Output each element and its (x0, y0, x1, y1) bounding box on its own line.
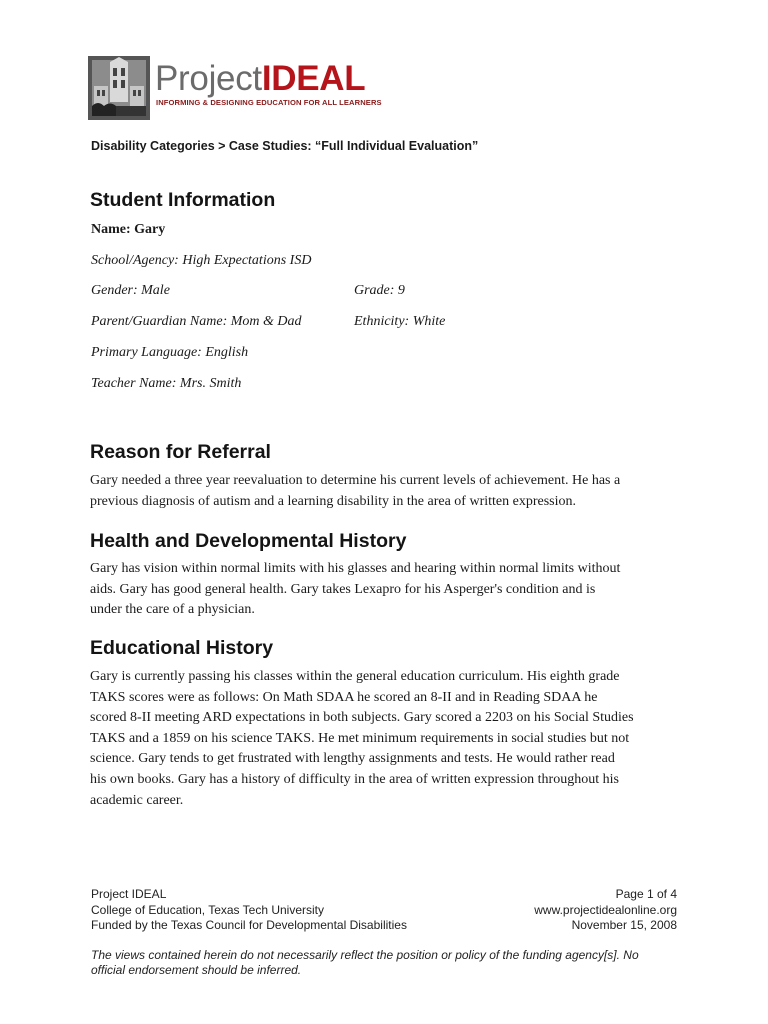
health-line: Gary has vision within normal limits with his glasses and hearing within normal limits without (90, 561, 621, 576)
disclaimer-line: official endorsement should be inferred. (91, 963, 302, 977)
referral-line: Gary needed a three year reevaluation to determine his current levels of achievement. He has a (90, 473, 621, 488)
referral-paragraph (90, 471, 690, 512)
education-line: TAKS scores were as follows: On Math SDAA he scored an 8-II and in Reading SDAA he (90, 689, 598, 705)
student-school: School/Agency: High Expectations ISD (91, 253, 312, 268)
health-line: under the care of a physician. (90, 602, 255, 618)
logo-title (155, 60, 365, 98)
disclaimer-line: The views contained herein do not necessarily reflect the position or policy of the funding agency[s]. No (91, 948, 639, 962)
student-parent: Parent/Guardian Name: Mom & Dad (91, 314, 302, 329)
student-ethnicity: Ethnicity: White (354, 314, 446, 329)
footer-funding: Funded by the Texas Council for Developmental Disabilities (91, 918, 407, 932)
referral-line: previous diagnosis of autism and a learning disability in the area of written expression. (90, 493, 576, 509)
logo-title-project: Project (155, 59, 262, 98)
student-info-heading: Student Information (90, 189, 276, 211)
education-line: his own books. Gary has a history of difficulty in the area of written expression throughout his (90, 771, 619, 787)
education-paragraph (90, 667, 690, 811)
logo-tagline: INFORMING & DESIGNING EDUCATION FOR ALL LEARNERS (156, 98, 382, 107)
student-grade: Grade: 9 (354, 283, 405, 298)
page-number: Page 1 of 4 (615, 887, 677, 901)
student-gender: Gender: Male (91, 283, 170, 298)
student-teacher: Teacher Name: Mrs. Smith (91, 376, 242, 391)
footer-project: Project IDEAL (91, 887, 167, 901)
health-line: aids. Gary has good general health. Gary takes Lexapro for his Asperger's condition and is (90, 581, 596, 597)
logo-tower-icon (88, 56, 150, 120)
footer-college: College of Education, Texas Tech University (91, 902, 325, 917)
education-line: academic career. (90, 792, 184, 808)
footer-right (534, 887, 677, 934)
health-paragraph (90, 559, 690, 621)
health-heading: Health and Developmental History (90, 530, 407, 552)
logo-title-ideal: IDEAL (261, 59, 366, 98)
student-name: Name: Gary (91, 222, 166, 237)
student-language: Primary Language: English (91, 345, 249, 360)
breadcrumb: Disability Categories > Case Studies: “Full Individual Evaluation” (91, 139, 479, 153)
education-line: TAKS and a 1859 on his science TAKS. He met minimum requirements in social studies but not (90, 730, 630, 746)
footer-website: www.projectidealonline.org (534, 902, 677, 917)
disclaimer (91, 948, 691, 978)
education-line: science. Gary tends to get frustrated with lengthy assignments and tests. He would rather read (90, 751, 615, 767)
referral-heading: Reason for Referral (90, 441, 271, 463)
footer-date: November 15, 2008 (571, 918, 677, 932)
education-heading: Educational History (90, 637, 274, 659)
education-line: scored 8-II meeting ARD expectations in both subjects. Gary scored a 2203 on his Social Studies (90, 710, 634, 726)
footer-left (91, 887, 407, 934)
education-line: Gary is currently passing his classes within the general education curriculum. His eighth grade (90, 669, 620, 684)
